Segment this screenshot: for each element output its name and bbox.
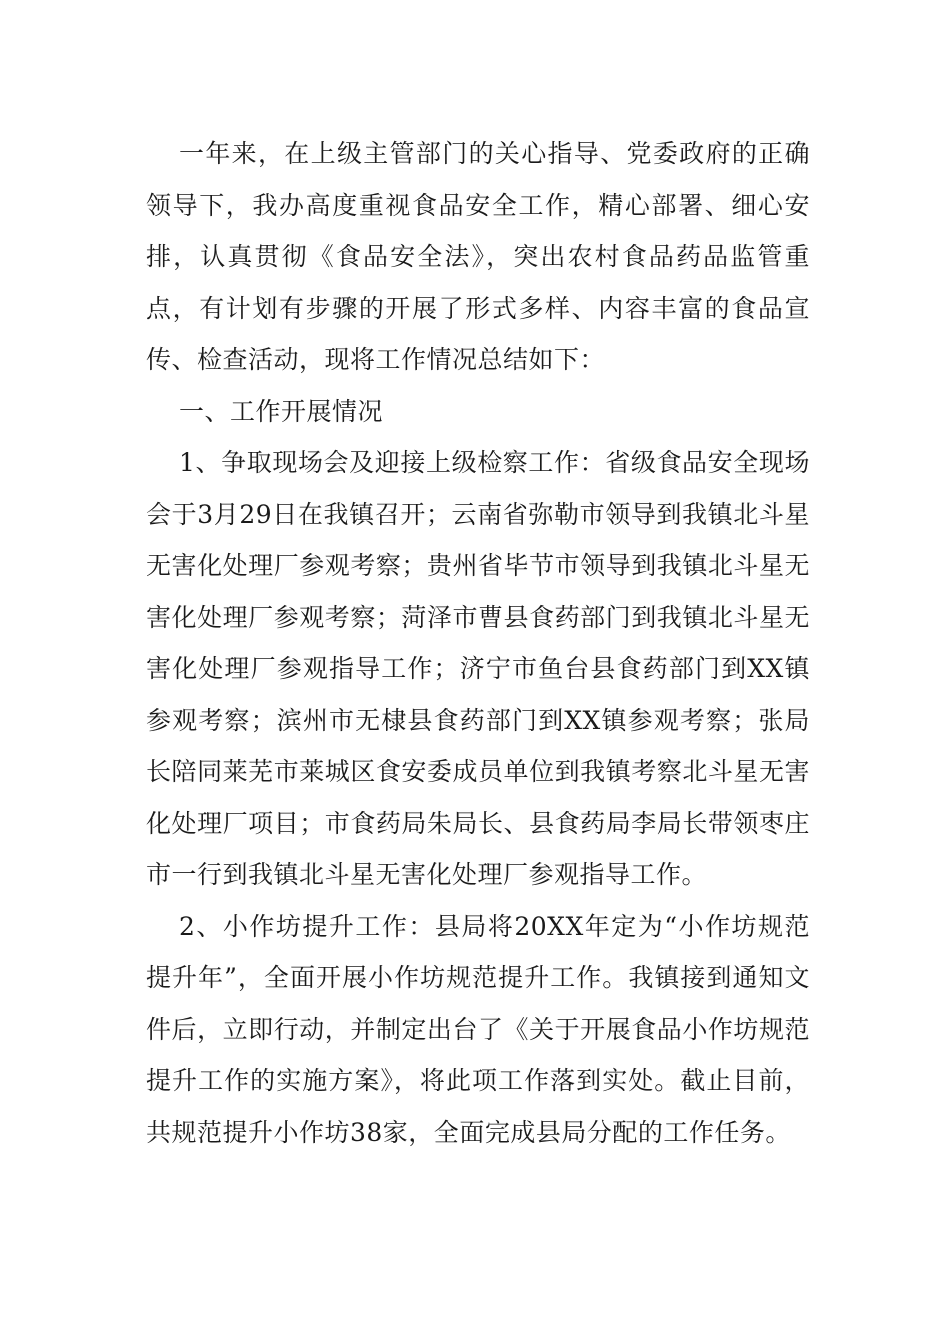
item-2-paragraph: 2、小作坊提升工作：县局将20XX年定为“小作坊规范提升年”，全面开展小作坊规范提升工作。我镇接到通知文件后，立即行动，并制定出台了《关于开展食品小作坊规范提升工作的实施方案》，将此项工作落到实处。截止目前，共规范提升小作坊38家，全面完成县局分配的工作任务。 xyxy=(146,911,810,1147)
document-body xyxy=(146,128,810,1158)
intro-paragraph: 一年来，在上级主管部门的关心指导、党委政府的正确领导下，我办高度重视食品安全工作，精心部署、细心安排，认真贯彻《食品安全法》，突出农村食品药品监管重点，有计划有步骤的开展了形式多样、内容丰富的食品宣传、检查活动，现将工作情况总结如下： xyxy=(146,139,810,374)
item-1-paragraph: 1、争取现场会及迎接上级检察工作：省级食品安全现场会于3月29日在我镇召开；云南省弥勒市领导到我镇北斗星无害化处理厂参观考察；贵州省毕节市领导到我镇北斗星无害化处理厂参观考察；菏泽市曹县食药部门到我镇北斗星无害化处理厂参观指导工作；济宁市鱼台县食药部门到XX镇参观考察；滨州市无棣县食药部门到XX镇参观考察；张局长陪同莱芜市莱城区食安委成员单位到我镇考察北斗星无害化处理厂项目；市食药局朱局长、县食药局李局长带领枣庄市一行到我镇北斗星无害化处理厂参观指导工作。 xyxy=(146,448,810,889)
section-heading: 一、工作开展情况 xyxy=(179,396,384,426)
